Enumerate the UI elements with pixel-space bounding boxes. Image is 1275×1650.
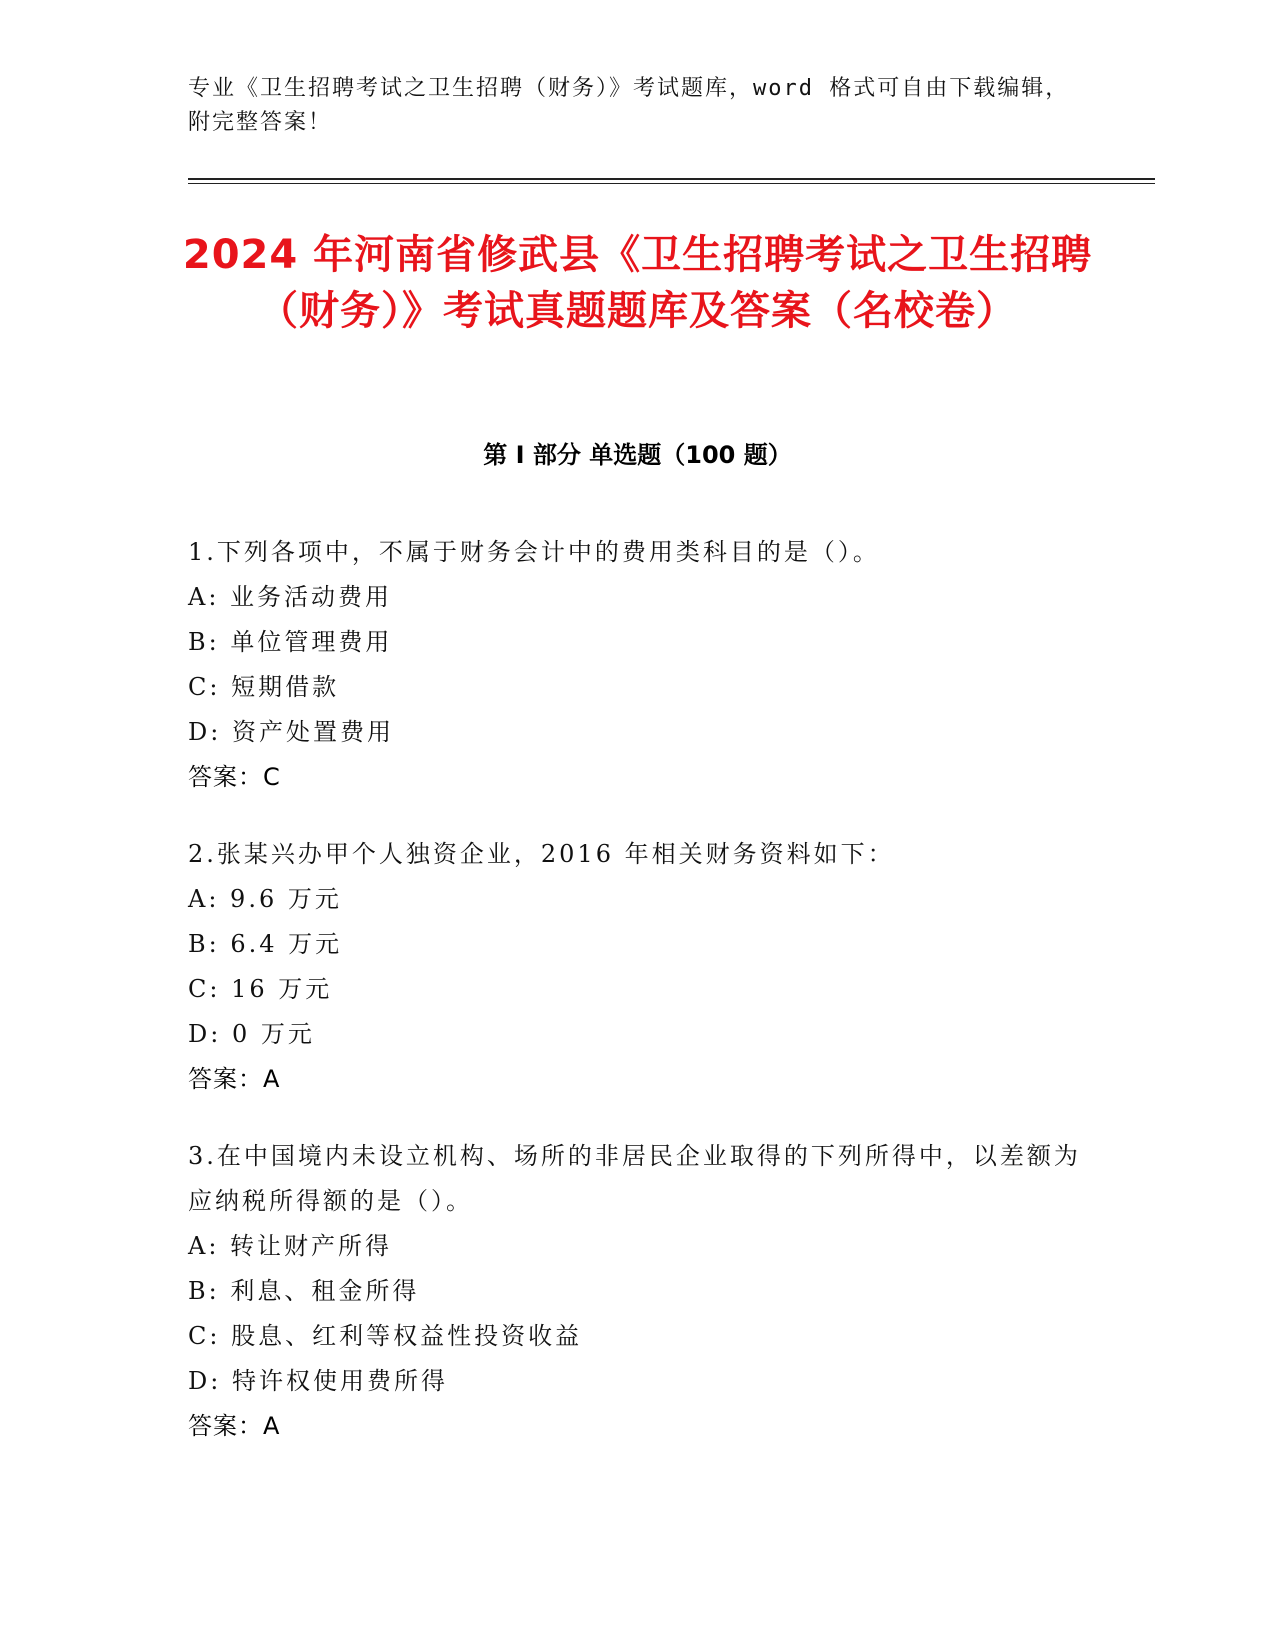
option-a: A: 业务活动费用 bbox=[188, 583, 393, 611]
option-c: C: 股息、红利等权益性投资收益 bbox=[188, 1322, 583, 1350]
question-stem: 3.在中国境内未设立机构、场所的非居民企业取得的下列所得中，以差额为应纳税所得额的是（）。 bbox=[188, 1142, 1081, 1215]
question-3 bbox=[188, 1134, 1088, 1449]
question-stem: 2.张某兴办甲个人独资企业，2016 年相关财务资料如下： bbox=[188, 840, 895, 868]
option-a: A: 9.6 万元 bbox=[188, 885, 342, 913]
option-b: B: 单位管理费用 bbox=[188, 628, 393, 656]
question-1 bbox=[188, 530, 1088, 800]
option-a: A: 转让财产所得 bbox=[188, 1232, 393, 1260]
option-d: D: 资产处置费用 bbox=[188, 718, 394, 746]
section-title: 第 I 部分 单选题（100 题） bbox=[483, 441, 792, 469]
option-b: B: 6.4 万元 bbox=[188, 930, 343, 958]
header-divider bbox=[188, 178, 1155, 180]
option-c: C: 16 万元 bbox=[188, 975, 333, 1003]
document-title: 2024 年河南省修武县《卫生招聘考试之卫生招聘（财务）》考试真题题库及答案（名校卷） bbox=[182, 232, 1093, 334]
option-d: D: 特许权使用费所得 bbox=[188, 1367, 448, 1395]
option-b: B: 利息、租金所得 bbox=[188, 1277, 420, 1305]
header-divider-thin bbox=[188, 183, 1155, 184]
question-stem: 1.下列各项中，不属于财务会计中的费用类科目的是（）。 bbox=[188, 538, 880, 566]
header-note: 专业《卫生招聘考试之卫生招聘（财务）》考试题库，word 格式可自由下载编辑，附完整答案！ bbox=[188, 76, 1070, 135]
option-c: C: 短期借款 bbox=[188, 673, 340, 701]
answer: 答案：C bbox=[188, 763, 281, 791]
option-d: D: 0 万元 bbox=[188, 1020, 315, 1048]
answer: 答案：A bbox=[188, 1065, 281, 1093]
question-list bbox=[188, 530, 1088, 1481]
answer: 答案：A bbox=[188, 1412, 281, 1440]
question-2 bbox=[188, 832, 1088, 1102]
